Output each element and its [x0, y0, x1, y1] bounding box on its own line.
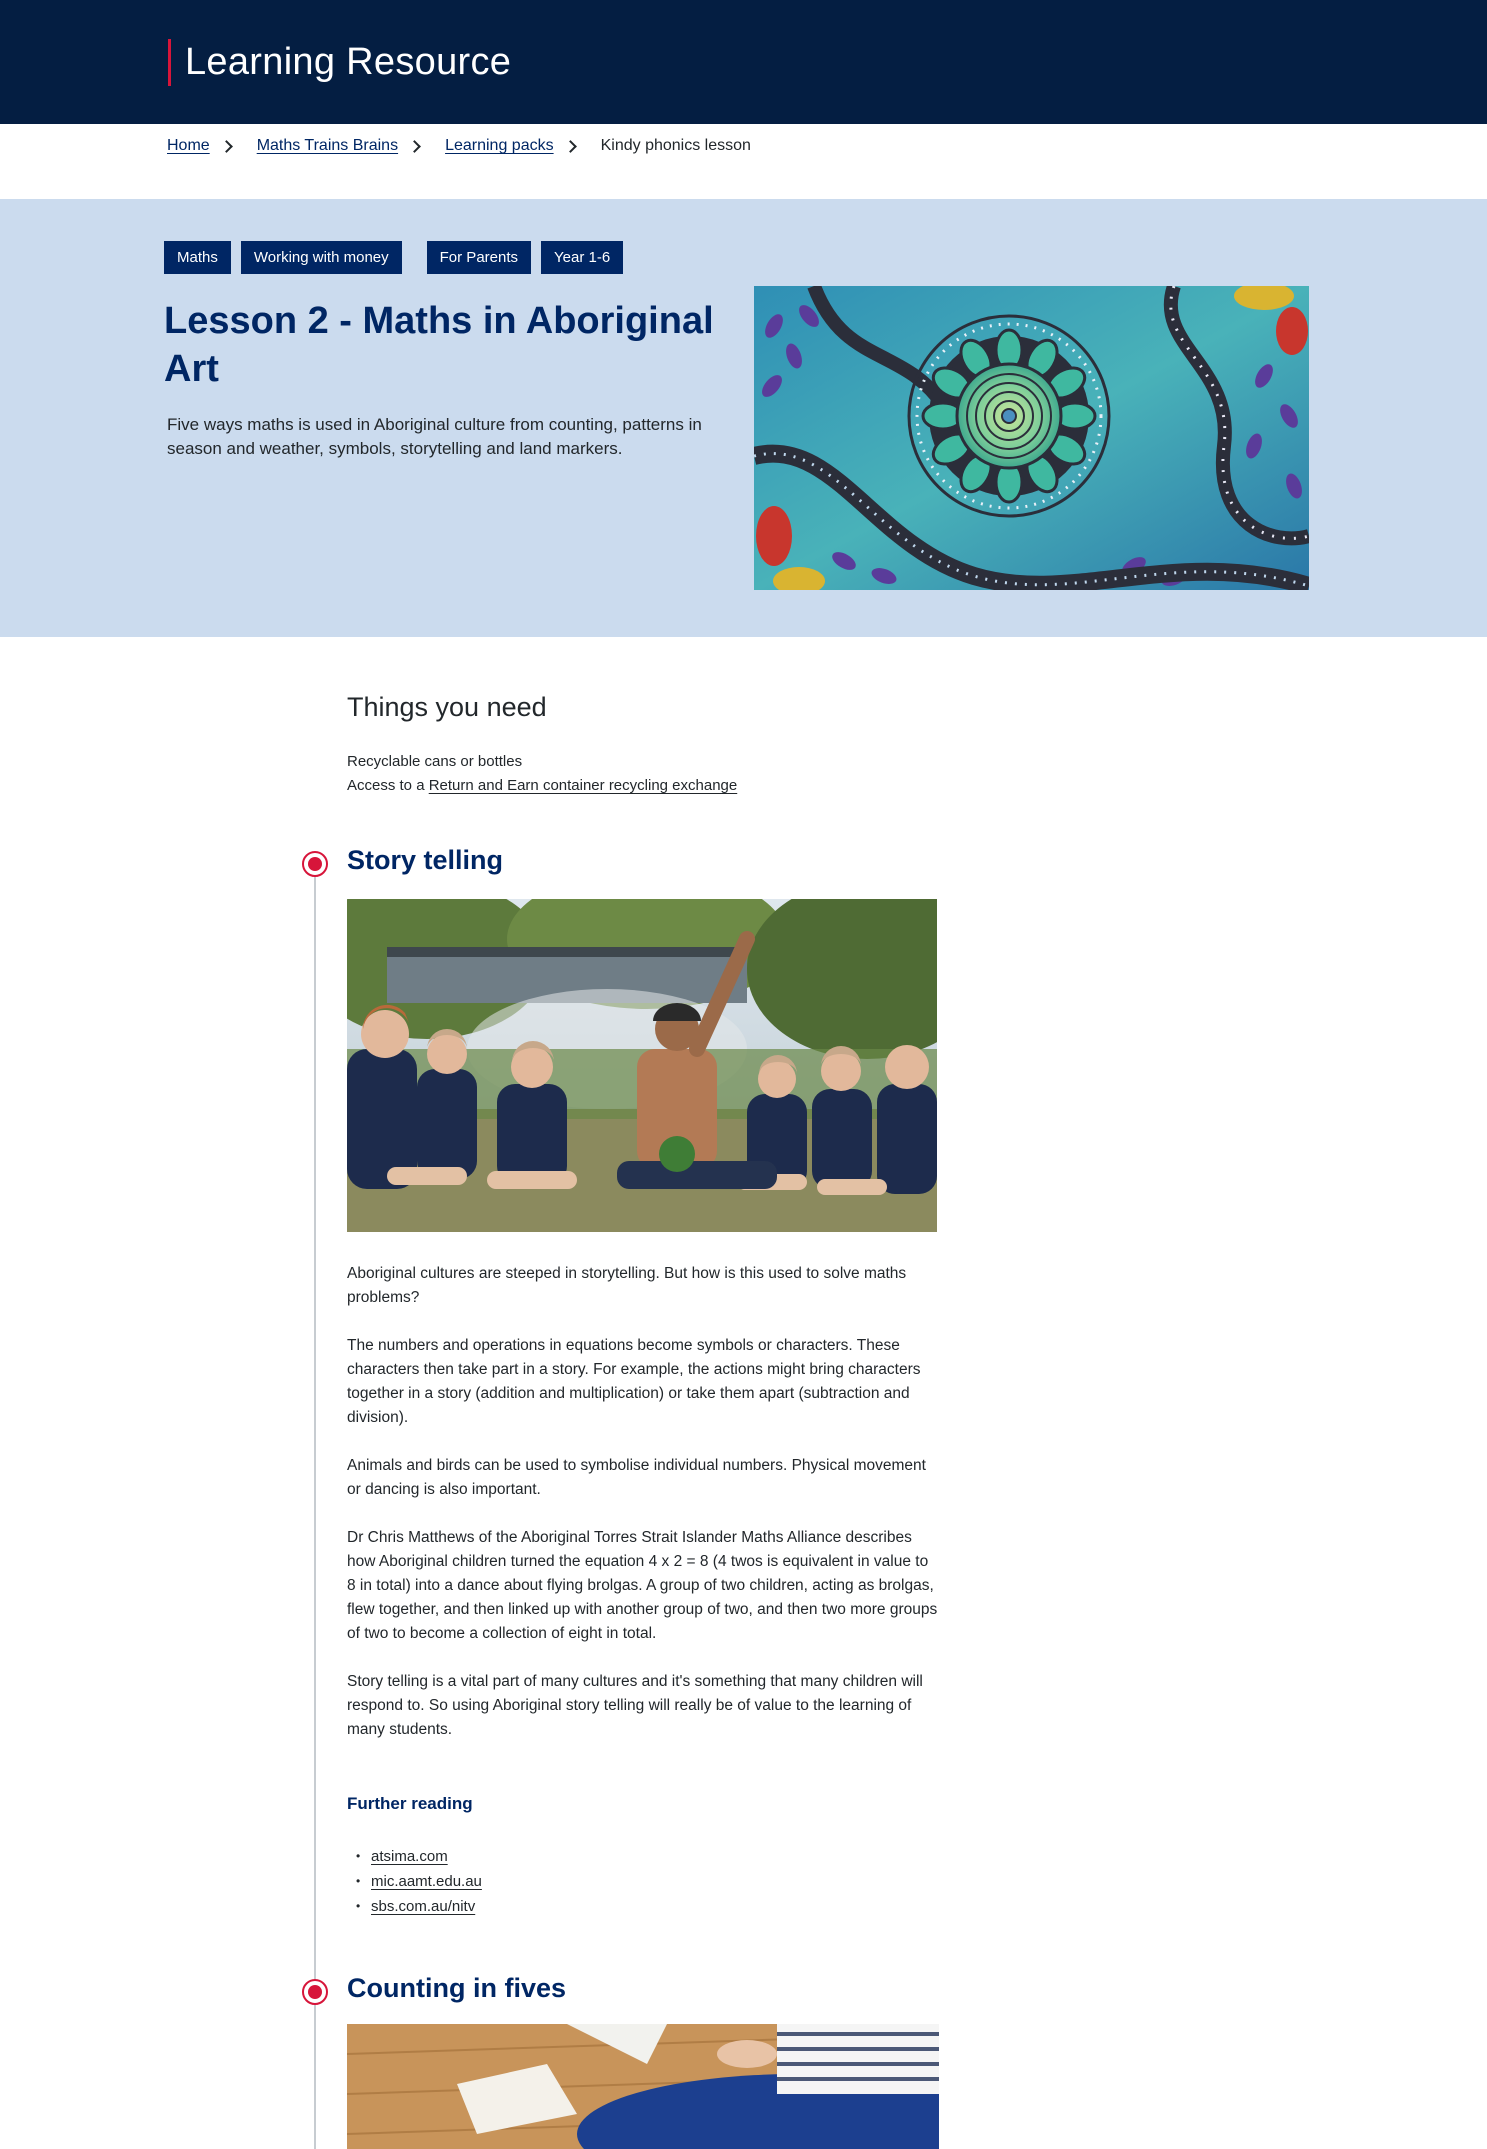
paragraph: Animals and birds can be used to symbolise individual numbers. Physical movement or dancing is also important.: [347, 1457, 926, 1498]
mic-aamt-link[interactable]: mic.aamt.edu.au: [371, 1873, 482, 1890]
counting-in-fives-heading: Counting in fives: [347, 1973, 566, 2003]
site-header: [0, 0, 1487, 124]
return-and-earn-link[interactable]: Return and Earn container recycling exchange: [428, 777, 738, 794]
tag-for-parents[interactable]: For Parents: [427, 241, 531, 274]
site-title[interactable]: Learning Resource: [185, 41, 512, 83]
breadcrumb: [167, 133, 751, 159]
further-reading-list: [356, 1844, 482, 1919]
paragraph: Story telling is a vital part of many cultures and it's something that many children will respond to. So using Aboriginal story telling will really be of value to the learning of many students.: [347, 1673, 923, 1738]
chevron-right-icon: [408, 140, 421, 153]
story-telling-body: [347, 1262, 939, 1766]
timeline-marker: [302, 1979, 328, 2005]
breadcrumb-learning-packs[interactable]: Learning packs: [445, 137, 554, 154]
paragraph: The numbers and operations in equations become symbols or characters. These characters then take part in a story. For example, the actions might bring characters together in a story (addition and multiplication) or take them apart (subtraction and division).: [347, 1337, 921, 1426]
page-title: Lesson 2 - Maths in Aboriginal Art: [164, 300, 714, 390]
hero-banner: [0, 199, 1487, 637]
tag-working-with-money[interactable]: Working with money: [241, 241, 402, 274]
need-item: [347, 774, 737, 798]
list-item: [356, 1869, 482, 1894]
page-description: Five ways maths is used in Aboriginal culture from counting, patterns in season and weather, symbols, storytelling and land markers.: [167, 415, 702, 458]
paragraph: Dr Chris Matthews of the Aboriginal Torres Strait Islander Maths Alliance describes how Aboriginal children turned the equation 4 x 2 = 8 (4 twos is equivalent in value to 8 in total) into a dance about flying brolgas. A group of two children, acting as brolgas, flew together, and then linked up with another group of two, and then two more groups of two to become a collection of eight in total.: [347, 1529, 938, 1642]
breadcrumb-current: Kindy phonics lesson: [600, 137, 751, 154]
list-item: [356, 1844, 482, 1869]
need-item: Recyclable cans or bottles: [347, 753, 523, 770]
paragraph: Aboriginal cultures are steeped in storytelling. But how is this used to solve maths problems?: [347, 1265, 907, 1306]
need-item-prefix: Access to a: [347, 777, 429, 794]
chevron-right-icon: [564, 140, 577, 153]
header-accent-bar: [168, 39, 171, 86]
tag-list: [164, 241, 633, 274]
story-telling-heading: Story telling: [347, 845, 504, 875]
things-you-need-list: [347, 750, 737, 798]
atsima-link[interactable]: atsima.com: [371, 1848, 448, 1865]
storytelling-photo: [347, 899, 937, 1232]
list-item: [356, 1894, 482, 1919]
things-you-need-heading: Things you need: [347, 692, 547, 722]
sbs-nitv-link[interactable]: sbs.com.au/nitv: [371, 1898, 476, 1915]
tag-year[interactable]: Year 1-6: [541, 241, 623, 274]
breadcrumb-home[interactable]: Home: [167, 137, 210, 154]
aboriginal-art-image: [754, 286, 1309, 590]
timeline-line: [314, 864, 316, 2149]
chevron-right-icon: [220, 140, 233, 153]
timeline-marker: [302, 851, 328, 877]
counting-in-fives-photo: [347, 2024, 939, 2149]
tag-maths[interactable]: Maths: [164, 241, 231, 274]
further-reading-heading: Further reading: [347, 1794, 473, 1813]
breadcrumb-maths-trains-brains[interactable]: Maths Trains Brains: [256, 137, 399, 154]
